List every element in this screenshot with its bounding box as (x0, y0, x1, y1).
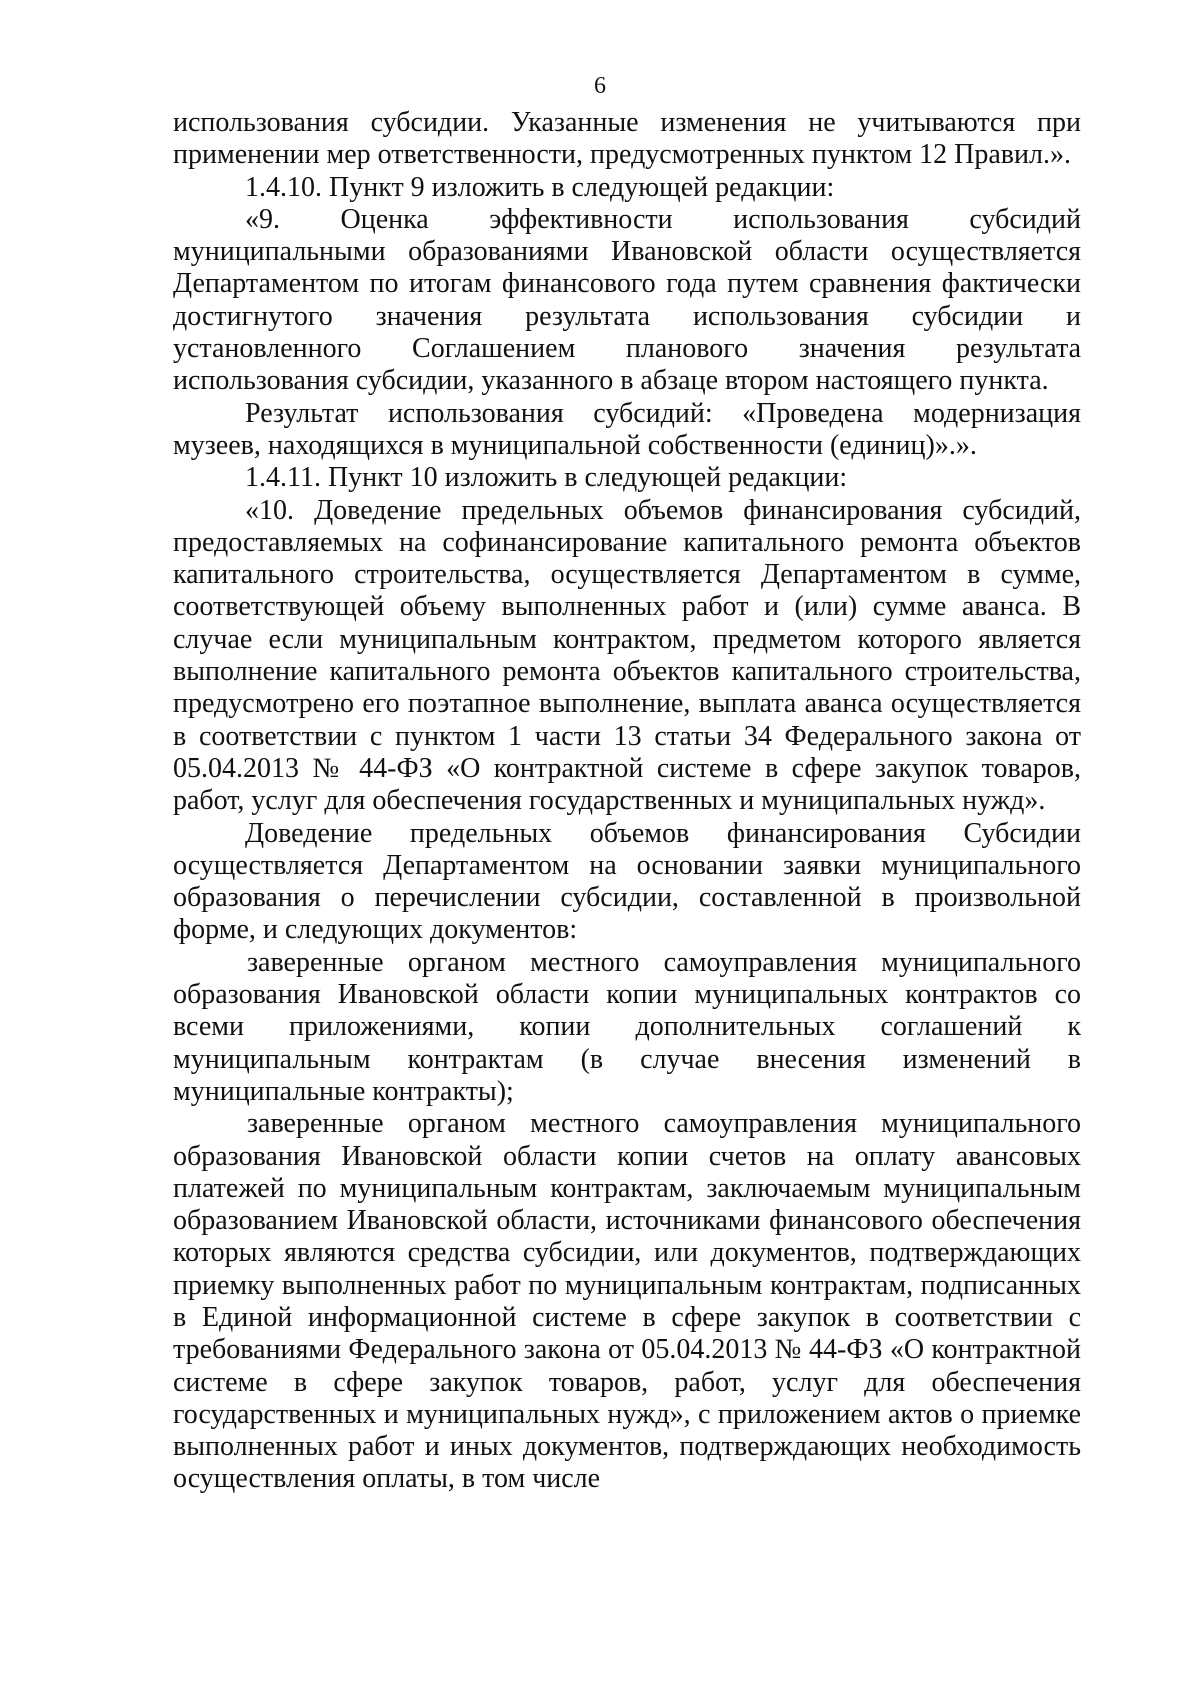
paragraph-item-1-4-11: 1.4.11. Пункт 10 изложить в следующей редакции: (245, 462, 848, 494)
paragraph-continuation: использования субсидии. Указанные изменения не учитываются при применении мер ответственности, предусмотренных пунктом 12 Правил.». (173, 107, 1081, 171)
paragraph-documents-invoices: заверенные органом местного самоуправления муниципального образования Ивановской области копии счетов на оплату авансовых платежей по муниципальным контрактам, заключаемым муниципальным образованием Ивановской области, источниками финансового обеспечения которых являются средства субсидии, или документов, подтверждающих приемку выполненных работ по муниципальным контрактам, подписанных в Единой информационной системе в сфере закупок в соответствии с требованиями Федерального закона от 05.04.2013 № 44-ФЗ «О контрактной системе в сфере закупок товаров, работ, услуг для обеспечения государственных и муниципальных нужд», с приложением актов о приемке выполненных работ и иных документов, подтверждающих необходимость осуществления оплаты, в том числе (173, 1108, 1081, 1495)
paragraph-clause-10: «10. Доведение предельных объемов финансирования субсидий, предоставляемых на софинансирование капитального ремонта объектов капитального строительства, осуществляется Департаментом в сумме, соответствующей объему выполненных работ и (или) сумме аванса. В случае если муниципальным контрактом, предметом которого является выполнение капитального ремонта объектов капитального строительства, предусмотрено его поэтапное выполнение, выплата аванса осуществляется в соответствии с пунктом 1 части 13 статьи 34 Федерального закона от 05.04.2013 № 44-ФЗ «О контрактной системе в сфере закупок товаров, работ, услуг для обеспечения государственных и муниципальных нужд». (173, 494, 1081, 817)
paragraph-clause-9: «9. Оценка эффективности использования субсидий муниципальными образованиями Ивановской области осуществляется Департаментом по итогам финансового года путем сравнения фактически достигнутого значения результата использования субсидии и установленного Соглашением планового значения результата использования субсидии, указанного в абзаце втором настоящего пункта. (173, 203, 1081, 397)
document-body (173, 107, 1081, 1496)
paragraph-result: Результат использования субсидий: «Проведена модернизация музеев, находящихся в муниципальной собственности (единиц)».». (173, 397, 1081, 461)
paragraph-documents-contracts: заверенные органом местного самоуправления муниципального образования Ивановской области копии муниципальных контрактов со всеми приложениями, копии дополнительных соглашений к муниципальным контрактам (в случае внесения изменений в муниципальные контракты); (173, 946, 1081, 1107)
page-number: 6 (594, 73, 606, 99)
paragraph-item-1-4-10: 1.4.10. Пункт 9 изложить в следующей редакции: (245, 171, 835, 203)
paragraph-funding-procedure: Доведение предельных объемов финансирования Субсидии осуществляется Департаментом на основании заявки муниципального образования о перечислении субсидии, составленной в произвольной форме, и следующих документов: (173, 817, 1081, 946)
